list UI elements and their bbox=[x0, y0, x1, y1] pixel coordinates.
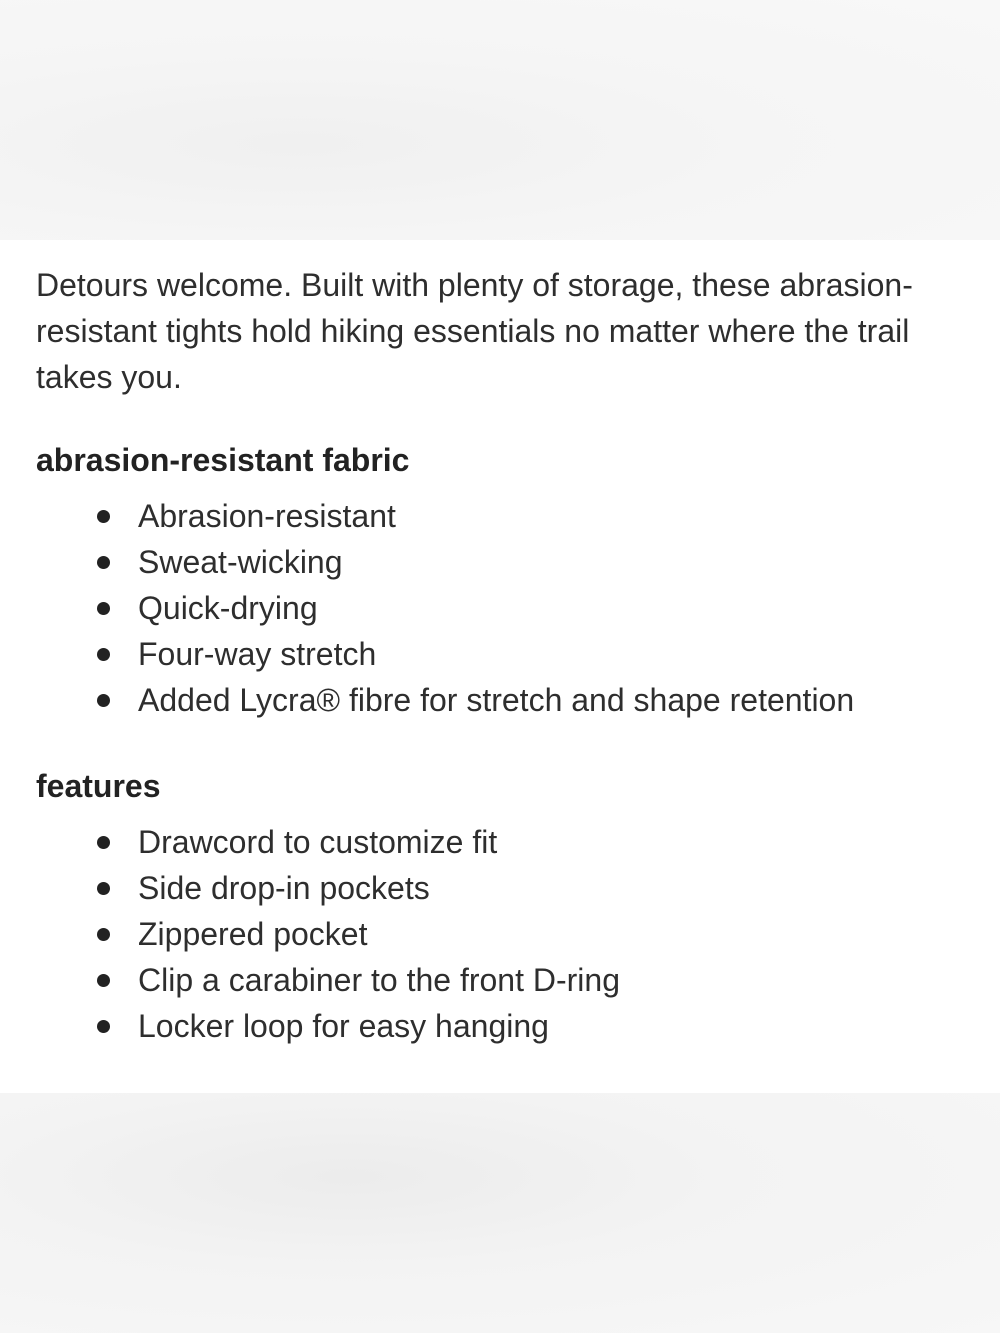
list-item-label: Quick-drying bbox=[138, 590, 318, 626]
list-item-label: Drawcord to customize fit bbox=[138, 824, 498, 860]
bullet-icon bbox=[97, 974, 110, 987]
list-item-label: Locker loop for easy hanging bbox=[138, 1008, 549, 1044]
list-item-label: Added Lycra® fibre for stretch and shape retention bbox=[138, 682, 855, 718]
section-heading-fabric: abrasion-resistant fabric bbox=[36, 442, 410, 478]
list-item-label: Abrasion-resistant bbox=[138, 498, 396, 534]
bullet-icon bbox=[97, 648, 110, 661]
product-intro-text: Detours welcome. Built with plenty of storage, these abrasion-resistant tights hold hiking essentials no matter where the trail takes you. bbox=[36, 267, 913, 395]
list-item-label: Clip a carabiner to the front D-ring bbox=[138, 962, 620, 998]
bullet-icon bbox=[97, 882, 110, 895]
list-item-label: Sweat-wicking bbox=[138, 544, 343, 580]
bullet-icon bbox=[97, 836, 110, 849]
top-product-image-area bbox=[0, 0, 1000, 240]
section-heading-features: features bbox=[36, 768, 161, 804]
bullet-icon bbox=[97, 694, 110, 707]
bullet-icon bbox=[97, 556, 110, 569]
list-item-label: Side drop-in pockets bbox=[138, 870, 430, 906]
bullet-icon bbox=[97, 928, 110, 941]
bullet-icon bbox=[97, 510, 110, 523]
list-item-label: Four-way stretch bbox=[138, 636, 377, 672]
bullet-icon bbox=[97, 1020, 110, 1033]
bottom-product-image-area bbox=[0, 1093, 1000, 1333]
bullet-icon bbox=[97, 602, 110, 615]
list-item-label: Zippered pocket bbox=[138, 916, 368, 952]
